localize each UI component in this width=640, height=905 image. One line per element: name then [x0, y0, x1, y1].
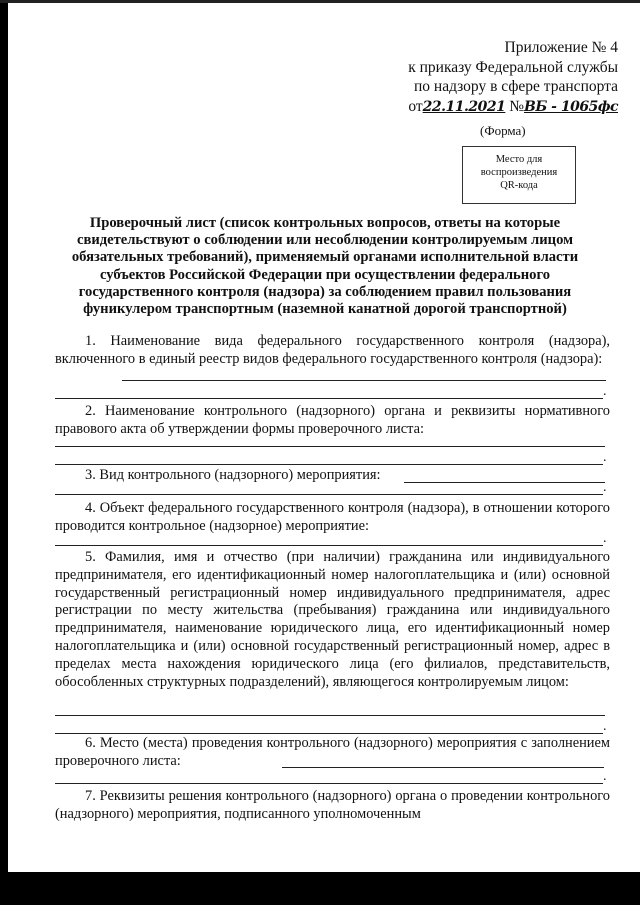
- item-5-text: 5. Фамилия, имя и отчество (при наличии) гражданина или индивидуального предпринимателя, его идентификационный номер налогоплательщика и (или) основной государственный регистрационный номер индивидуального предпринимателя, адрес регистрации по месту жительства (пребывания) гражданина или индивидуального предпринимателя, наименование юридического лица, его идентификационный номер налогоплательщика и (или) основной государственный регистрационный номер, адрес в пределах места нахождения юридического лица (его филиалов, представительств, обособленных структурных подразделений), являющегося контролируемым лицом:: [55, 549, 610, 690]
- scan-border-top: [0, 0, 640, 3]
- item-1-period: .: [603, 384, 607, 399]
- item-4-fill-line[interactable]: [55, 545, 603, 546]
- item-4: [55, 500, 610, 536]
- item-6-fill-line-2[interactable]: [55, 783, 603, 784]
- scan-border-left: [0, 0, 8, 905]
- qr-box-line-2: воспроизведения: [480, 167, 558, 178]
- item-4-period: .: [603, 531, 607, 546]
- item-1: [55, 333, 610, 369]
- item-3-text: 3. Вид контрольного (надзорного) мероприятия:: [85, 467, 381, 483]
- item-2: [55, 403, 610, 439]
- item-6-text: 6. Место (места) проведения контрольного (надзорного) мероприятия с заполнением проверочного листа:: [55, 735, 610, 769]
- item-2-fill-line-2[interactable]: [55, 464, 603, 465]
- item-5-fill-line-2[interactable]: [55, 733, 603, 734]
- item-5-fill-line-1[interactable]: [55, 715, 605, 716]
- item-1-text: 1. Наименование вида федерального государственного контроля (надзора), включенного в единый реестр видов федерального государственного контроля (надзора):: [55, 333, 610, 367]
- item-7: [55, 788, 610, 824]
- item-6-fill-line-1[interactable]: [282, 767, 604, 768]
- qr-box-line-3: QR-кода: [500, 180, 538, 191]
- item-3-fill-line-2[interactable]: [55, 494, 603, 495]
- number-prefix: №: [509, 97, 525, 115]
- item-5-period: .: [603, 719, 607, 734]
- handwritten-number: ВБ - 1065фс: [524, 98, 618, 115]
- item-3-fill-line-1[interactable]: [404, 482, 605, 483]
- form-label: (Форма): [480, 123, 526, 138]
- item-6: [55, 735, 610, 771]
- item-6-period: .: [603, 769, 607, 784]
- qr-box-line-1: Место для: [495, 154, 543, 165]
- item-1-fill-line-2[interactable]: [55, 398, 603, 399]
- item-4-text: 4. Объект федерального государственного контроля (надзора), в отношении которого проводится контрольное (надзорное) мероприятие:: [55, 500, 610, 534]
- item-3-period: .: [603, 480, 607, 495]
- qr-code-placeholder: [462, 146, 576, 204]
- appendix-header: [408, 38, 618, 117]
- appendix-date-line: [408, 97, 618, 118]
- item-7-text: 7. Реквизиты решения контрольного (надзорного) органа о проведении контрольного (надзорного) мероприятия, подписанного уполномоченным: [55, 788, 610, 822]
- item-2-text: 2. Наименование контрольного (надзорного) органа и реквизиты нормативного правового акта об утверждении формы проверочного листа:: [55, 403, 610, 437]
- date-prefix: от: [408, 97, 423, 115]
- item-2-fill-line-1[interactable]: [55, 446, 605, 447]
- document-title: Проверочный лист (список контрольных вопросов, ответы на которые свидетельствуют о соблюдении или несоблюдении контролируемым лицом обязательных требований), применяемый органами исполнительной власти субъектов Российской Федерации при осуществлении федерального государственного контроля (надзора) за соблюдением правил пользования фуникулером транспортным (наземной канатной дорогой транспортной): [71, 215, 579, 318]
- item-5: [55, 549, 610, 691]
- appendix-order-line: к приказу Федеральной службы: [408, 58, 618, 76]
- scan-border-bottom: [0, 872, 640, 905]
- appendix-title: Приложение № 4: [504, 39, 618, 56]
- item-1-fill-line-1[interactable]: [122, 380, 606, 381]
- item-2-period: .: [603, 450, 607, 465]
- handwritten-date: 22.11.2021: [422, 98, 506, 115]
- appendix-agency-line: по надзору в сфере транспорта: [413, 78, 618, 95]
